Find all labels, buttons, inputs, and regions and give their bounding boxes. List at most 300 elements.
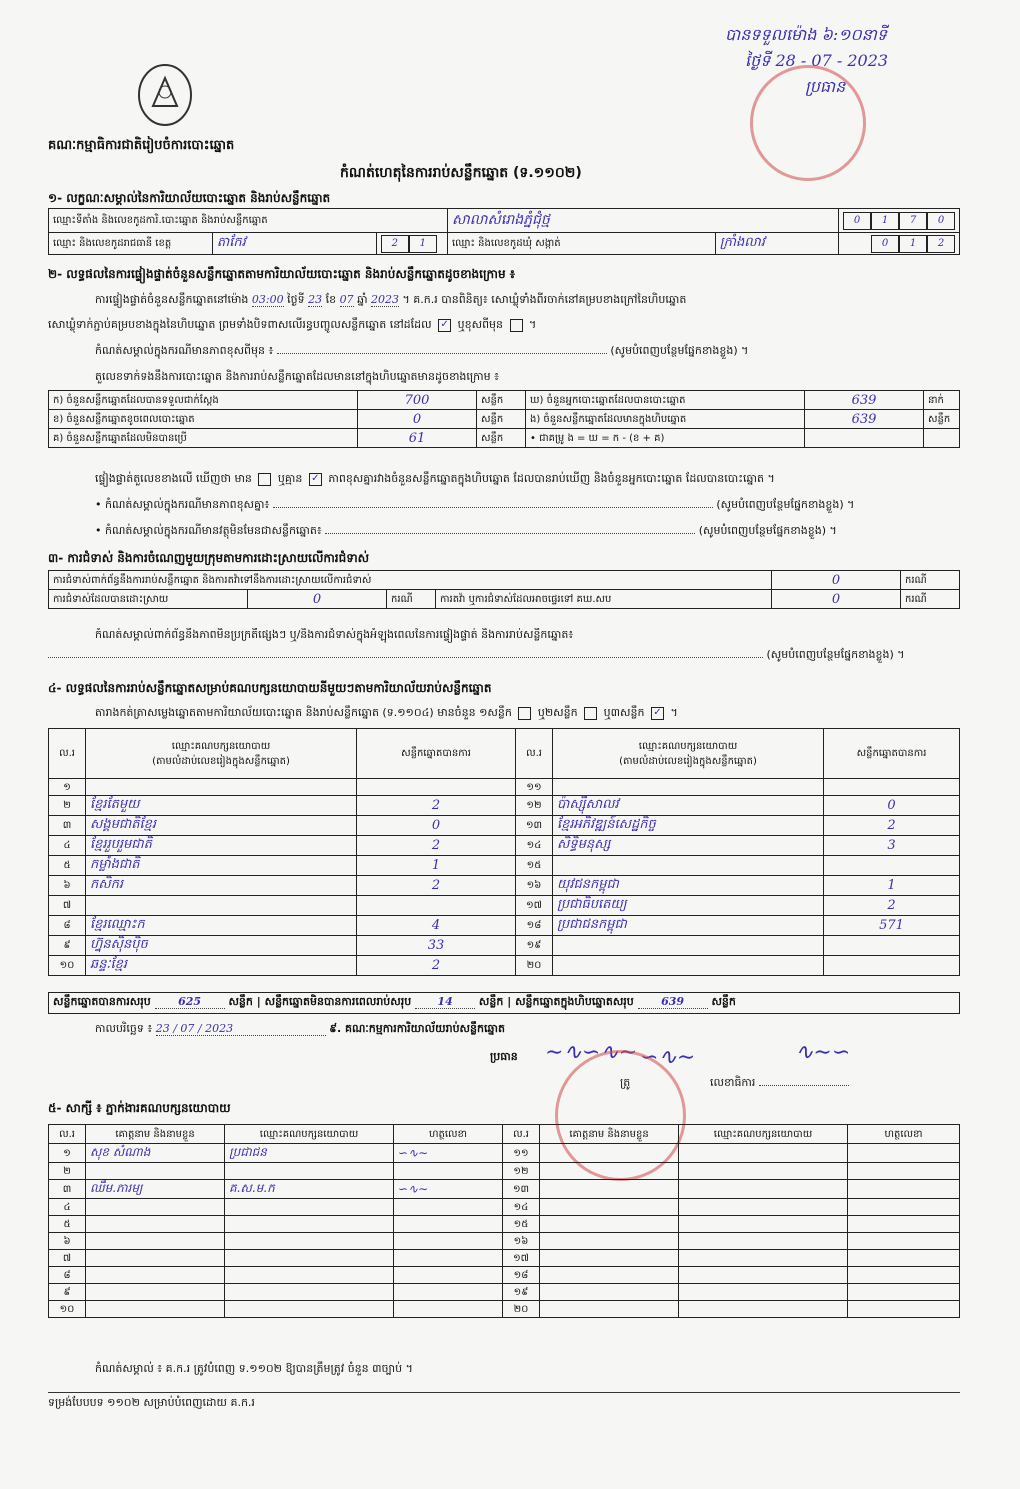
secretary-label: លេខាធិការ	[710, 1076, 756, 1089]
result-party: សិទ្ធិមនុស្ស	[553, 836, 824, 856]
total-invalid: 14	[415, 995, 475, 1009]
sheets-3-label: ឬ៣សន្លឹក	[603, 706, 645, 719]
total-box-unit: សន្លឹក	[711, 995, 736, 1008]
col-party-right: ឈ្មោះគណបក្សនយោបាយ (តាមលំដាប់លេខរៀងក្នុងសន្លឹកឆ្នោត)	[553, 729, 824, 779]
secretary-dots	[759, 1085, 849, 1086]
section3-heading: ៣- ការជំទាស់ និងការចំណេញមួយក្រុមតាមការដោះស្រាយលើការជំទាស់	[48, 551, 370, 565]
witness-signature: ∽∿∼	[394, 1144, 503, 1163]
sheets-line: តារាងកត់ត្រាសម្លេងឆ្នោតតាមការិយាល័យបោះឆ្នោត និងរាប់សន្លឹកឆ្នោត (ទ.១១០៤) មានចំនួន ១សន្លឹក ឬ២សន្លឹក ឬ៣សន្លឹក ✓ ។	[95, 706, 678, 719]
province-label: ឈ្មោះ និងលេខកូដរាជធានី ខេត្ត	[49, 233, 213, 255]
bullet1-label: • កំណត់សម្គាល់ក្នុងករណីមានភាពខុសគ្នា៖	[95, 498, 270, 511]
witness-name	[540, 1284, 679, 1301]
witness-row	[49, 1250, 960, 1267]
figure-unit: សន្លឹក	[477, 410, 526, 429]
result-no: ១៨	[516, 916, 553, 936]
changed-checkbox[interactable]	[510, 319, 523, 332]
figure-value: 61	[358, 429, 477, 448]
bullet-foreign	[95, 524, 965, 540]
result-no: ២០	[516, 956, 553, 976]
verify-time-label: ការផ្ទៀងផ្ទាត់ចំនួនសន្លឹកឆ្នោតនៅម៉ោង	[95, 293, 249, 306]
result-votes: 1	[824, 876, 960, 896]
witness-name	[86, 1199, 225, 1216]
irregularity-dots	[48, 657, 763, 658]
col-no: ល.រ	[49, 729, 86, 779]
result-votes: 4	[357, 916, 516, 936]
result-votes	[824, 779, 960, 796]
commune-code-digit: 1	[899, 235, 927, 253]
member-signature: ∽∿∼	[640, 1045, 696, 1070]
objections-table	[48, 570, 960, 609]
witness-name: សុខ សំណាង	[86, 1144, 225, 1163]
section1-table	[48, 208, 960, 255]
witness-name	[86, 1163, 225, 1180]
result-votes: 1	[357, 856, 516, 876]
station-code-digit: 7	[899, 212, 927, 230]
witness-party	[679, 1267, 848, 1284]
witness-name	[86, 1216, 225, 1233]
figure-row	[49, 391, 960, 410]
witness-party	[225, 1284, 394, 1301]
witness-signature	[394, 1267, 503, 1284]
irregularity-fill: (សូមបំពេញបន្ថែមផ្នែកខាងខ្លួង) ។	[766, 648, 905, 661]
result-row	[49, 936, 960, 956]
figure-row	[49, 410, 960, 429]
witness-party	[225, 1163, 394, 1180]
result-no: ១៥	[516, 856, 553, 876]
witness-no: ៤	[49, 1199, 86, 1216]
result-row	[49, 816, 960, 836]
unchanged-checkbox[interactable]: ✓	[438, 319, 451, 332]
witness-name	[86, 1267, 225, 1284]
date-value: 23 / 07 / 2023	[156, 1022, 326, 1036]
result-party	[553, 779, 824, 796]
witness-table	[48, 1124, 960, 1318]
witness-row	[49, 1233, 960, 1250]
verify-time: 03:00	[251, 293, 284, 306]
result-party: ប្រជាធិបតេយ្យ	[553, 896, 824, 916]
resolved-unit: ករណី	[387, 590, 436, 609]
sheets-3-checkbox[interactable]: ✓	[651, 707, 664, 720]
irregularity-line	[48, 648, 963, 664]
figure-label-2: ង) ចំនួនសន្លឹកឆ្នោតដែលមានក្នុងហិបឆ្នោត	[526, 410, 805, 429]
station-value: សាលាសំរោងភ្នំជុំថ្ម	[448, 209, 839, 233]
seal-text: សោឃ្លុំទាក់ភ្ជាប់គម្របខាងក្នុងនៃហិបឆ្នោត ព្រមទាំងបិទពាសលើរន្ធបញ្ចូលសន្លឹកឆ្នោត នៅដដែល	[48, 318, 432, 331]
check-text-c: ភាពខុសគ្នារវាងចំនួនសន្លឹកឆ្នោតក្នុងហិបឆ្នោត ដែលបានរាប់ឃើញ និងចំនួនអ្នកបោះឆ្នោត ដែលបានបោះឆ្នោត ។	[328, 472, 775, 485]
figure-row	[49, 429, 960, 448]
figure-label-2: • ជាគម្រូ ង = ឃ = ក - (ខ + គ)	[526, 429, 805, 448]
result-no: ៧	[49, 896, 86, 916]
province-code-digit: 1	[409, 235, 437, 253]
result-no: ៥	[49, 856, 86, 876]
witness-name	[540, 1267, 679, 1284]
witness-party: គ.ស.ម.ក	[225, 1180, 394, 1199]
province-code	[376, 233, 447, 255]
witness-party	[679, 1301, 848, 1318]
result-votes: 2	[357, 836, 516, 856]
commune-value: ក្រាំងលាវ	[715, 233, 838, 255]
verify-year-label: ឆ្នាំ	[357, 293, 368, 306]
result-party: សង្គមជាតិខ្មែរ	[86, 816, 357, 836]
result-no: ១៤	[516, 836, 553, 856]
station-code-digit: 1	[871, 212, 899, 230]
witness-signature	[394, 1301, 503, 1318]
bullet2-fill: (សូមបំពេញបន្ថែមផ្នែកខាងខ្លួង) ។	[698, 524, 837, 537]
check-text-b: ឬគ្មាន	[277, 472, 303, 485]
result-party: ប៉ាស្ស៊ីសាលវ	[553, 796, 824, 816]
section2-heading: ២- លទ្ធផលនៃការផ្ទៀងផ្ទាត់ចំនួនសន្លឹកឆ្នោតតាមការិយាល័យបោះឆ្នោត និងរាប់សន្លឹកឆ្នោតដូចខាងក្រោម ៖	[48, 267, 516, 281]
total-invalid-label: សន្លឹកឆ្នោតមិនបានការពេលរាប់សរុប	[264, 995, 412, 1008]
figure-unit: សន្លឹក	[477, 391, 526, 410]
witness-no: ៣	[49, 1180, 86, 1199]
result-no: ៦	[49, 876, 86, 896]
result-party: ឆន្ទៈខ្មែរ	[86, 956, 357, 976]
result-votes: 2	[357, 876, 516, 896]
resolved-label: ការជំទាស់ដែលបានដោះស្រាយ	[49, 590, 248, 609]
witness-row	[49, 1216, 960, 1233]
witness-row	[49, 1301, 960, 1318]
received-date: ថ្ងៃទី 28 - 07 - 2023	[745, 51, 889, 70]
w-col-name-right: គោត្តនាម និងនាមខ្លួន	[540, 1125, 679, 1144]
witness-party	[225, 1301, 394, 1318]
sheets-text: តារាងកត់ត្រាសម្លេងឆ្នោតតាមការិយាល័យបោះឆ្នោត និងរាប់សន្លឹកឆ្នោត (ទ.១១០៤) មានចំនួន ១សន្លឹក	[95, 706, 512, 719]
witness-name	[540, 1180, 679, 1199]
result-votes: 3	[824, 836, 960, 856]
objections-label: ការជំទាស់ពាក់ព័ន្ធនឹងការរាប់សន្លឹកឆ្នោត និងការតវ៉ាទៅនឹងការដោះស្រាយលើការជំទាស់	[49, 571, 772, 590]
w-col-sign: ហត្ថលេខា	[394, 1125, 503, 1144]
figure-value-2	[805, 429, 924, 448]
witness-party	[679, 1180, 848, 1199]
verify-month-label: ខែ	[325, 293, 337, 306]
verify-text: ។ គ.ក.រ បានពិនិត្យ៖ សោឃ្លុំទាំងពីរចាក់នៅគម្របខាងក្រៅនៃហិបឆ្នោត	[402, 293, 687, 306]
secretary-signature: ∿∼∽	[795, 1040, 851, 1065]
no-difference-checkbox[interactable]: ✓	[309, 473, 322, 486]
commune-code-digit: 0	[871, 235, 899, 253]
result-party: ខ្មែររួបរួមជាតិ	[86, 836, 357, 856]
witness-signature	[848, 1284, 960, 1301]
result-no: ១៩	[516, 936, 553, 956]
result-party	[86, 896, 357, 916]
received-by: ប្រធាន	[805, 77, 846, 96]
total-valid-unit: សន្លឹក	[228, 995, 253, 1008]
changed-label: ឬខុសពីមុន	[457, 318, 504, 331]
witness-party	[679, 1284, 848, 1301]
witness-no: ១៣	[503, 1180, 540, 1199]
transfer-value: 0	[772, 590, 901, 609]
witness-no: ១៧	[503, 1250, 540, 1267]
has-difference-checkbox[interactable]	[258, 473, 271, 486]
witness-name	[540, 1250, 679, 1267]
witness-no: ២	[49, 1163, 86, 1180]
footer-form-text: ទម្រង់បែបបទ ១១០២ សម្រាប់បំពេញដោយ គ.ក.រ	[48, 1396, 255, 1409]
witness-no: ១៨	[503, 1267, 540, 1284]
footer-divider	[48, 1392, 960, 1393]
col-no-right: ល.រ	[516, 729, 553, 779]
bullet2-label: • កំណត់សម្គាល់ក្នុងករណីមានវត្ថុមិនមែនជាសន្លឹកឆ្នោត៖	[95, 524, 322, 537]
sheets-1-checkbox[interactable]	[518, 707, 531, 720]
witness-signature	[848, 1301, 960, 1318]
result-party	[86, 779, 357, 796]
witness-signature	[848, 1267, 960, 1284]
objections-value: 0	[772, 571, 901, 590]
w-col-sign-right: ហត្ថលេខា	[848, 1125, 960, 1144]
totals-row: សន្លឹកឆ្នោតបានការសរុប 625 សន្លឹក | សន្លឹកឆ្នោតមិនបានការពេលរាប់សរុប 14 សន្លឹក | សន្លឹកឆ្នោតក្នុងហិបឆ្នោតសរុប 639 សន្លឹក	[48, 992, 960, 1014]
witness-signature	[848, 1250, 960, 1267]
witness-signature	[848, 1163, 960, 1180]
witness-no: ១៥	[503, 1216, 540, 1233]
witness-no: ៩	[49, 1284, 86, 1301]
w-col-party: ឈ្មោះគណបក្សនយោបាយ	[225, 1125, 394, 1144]
col-votes: សន្លឹកឆ្នោតបានការ	[357, 729, 516, 779]
page-title: កំណត់ហេតុនៃការរាប់សន្លឹកឆ្នោត (ទ.១១០២)	[340, 165, 582, 181]
result-party: ខ្មែរអភិវឌ្ឍន៍សេដ្ឋកិច្ច	[553, 816, 824, 836]
objections-unit: ករណី	[901, 571, 960, 590]
witness-no: ២០	[503, 1301, 540, 1318]
total-box-label: សន្លឹកឆ្នោតក្នុងហិបឆ្នោតសរុប	[515, 995, 634, 1008]
count-committee-label: ៩. គណៈកម្មការការិយាល័យរាប់សន្លឹកឆ្នោត	[329, 1022, 505, 1035]
result-no: ១២	[516, 796, 553, 816]
verify-day-label: ថ្ងៃទី	[287, 293, 305, 306]
results-table	[48, 728, 960, 976]
figure-value-2: 639	[805, 391, 924, 410]
result-no: ១១	[516, 779, 553, 796]
result-no: ១៦	[516, 876, 553, 896]
verify-year: 2023	[371, 293, 400, 306]
difference-note-line	[277, 353, 607, 354]
secretary-line	[710, 1076, 849, 1092]
witness-no: ១	[49, 1144, 86, 1163]
witness-row	[49, 1180, 960, 1199]
result-no: ៣	[49, 816, 86, 836]
nec-emblem-icon	[135, 62, 195, 128]
witness-no: ១២	[503, 1163, 540, 1180]
station-code	[839, 209, 960, 233]
figure-label: ក) ចំនួនសន្លឹកឆ្នោតដែលបានទទួលជាក់ស្តែង	[49, 391, 358, 410]
figure-label: គ) ចំនួនសន្លឹកឆ្នោតដែលមិនបានប្រើ	[49, 429, 358, 448]
witness-name	[540, 1144, 679, 1163]
witness-name	[540, 1199, 679, 1216]
province-code-digit: 2	[381, 235, 409, 253]
bullet1-line	[273, 507, 713, 508]
result-row	[49, 916, 960, 936]
resolved-value: 0	[248, 590, 387, 609]
witness-no: ១១	[503, 1144, 540, 1163]
figure-value-2: 639	[805, 410, 924, 429]
w-col-name: គោត្តនាម និងនាមខ្លួន	[86, 1125, 225, 1144]
figure-unit-2: សន្លឹក	[924, 410, 960, 429]
witness-party	[679, 1250, 848, 1267]
result-no: ៤	[49, 836, 86, 856]
result-party: កម្លាំងជាតិ	[86, 856, 357, 876]
witness-signature	[848, 1180, 960, 1199]
witness-name	[540, 1216, 679, 1233]
transfer-label: ការតវ៉ា ឬការជំទាស់ដែលអាចផ្ទេរទៅ គឃ.សប	[436, 590, 772, 609]
result-party: ខ្មែរតែមួយ	[86, 796, 357, 816]
result-party: ខ្មែរឈ្មោះក	[86, 916, 357, 936]
difference-check	[95, 472, 775, 488]
result-row	[49, 779, 960, 796]
witness-party	[225, 1216, 394, 1233]
province-value: តាកែវ	[212, 233, 376, 255]
figure-value: 700	[358, 391, 477, 410]
result-votes	[824, 936, 960, 956]
witness-party	[225, 1250, 394, 1267]
result-votes	[824, 956, 960, 976]
w-col-no: ល.រ	[49, 1125, 86, 1144]
witness-signature	[394, 1233, 503, 1250]
result-row	[49, 876, 960, 896]
check-text-a: ផ្ទៀងផ្ទាត់តួលេខខាងលើ ឃើញថា មាន	[95, 472, 252, 485]
sheets-2-label: ឬ២សន្លឹក	[537, 706, 578, 719]
witness-signature	[394, 1199, 503, 1216]
station-code-digit: 0	[927, 212, 955, 230]
verify-month: 07	[339, 293, 354, 306]
witness-name	[540, 1163, 679, 1180]
result-no: ១	[49, 779, 86, 796]
total-box: 639	[638, 995, 708, 1009]
witness-party	[679, 1163, 848, 1180]
section5-heading: ៥- សាក្សី ៖ ភ្នាក់ងារគណបក្សនយោបាយ	[48, 1101, 231, 1115]
commune-code-digit: 2	[927, 235, 955, 253]
result-no: ១៧	[516, 896, 553, 916]
result-votes	[357, 896, 516, 916]
result-votes: 0	[357, 816, 516, 836]
witness-no: ៨	[49, 1267, 86, 1284]
chair-signature: ∼∿∽∿∼	[545, 1040, 638, 1065]
member-label: ត្រូ	[620, 1076, 631, 1089]
witness-party	[679, 1216, 848, 1233]
witness-party	[225, 1199, 394, 1216]
section2-para1	[95, 293, 965, 309]
result-votes: 2	[357, 956, 516, 976]
figure-unit-2: នាក់	[924, 391, 960, 410]
w-col-party-right: ឈ្មោះគណបក្សនយោបាយ	[679, 1125, 848, 1144]
commune-code	[839, 233, 960, 255]
witness-signature	[848, 1199, 960, 1216]
witness-row	[49, 1144, 960, 1163]
witness-no: ១៤	[503, 1199, 540, 1216]
result-row	[49, 856, 960, 876]
witness-signature	[848, 1233, 960, 1250]
result-row	[49, 896, 960, 916]
result-votes: 2	[824, 816, 960, 836]
irregularity-note: កំណត់សម្គាល់ពាក់ព័ន្ធនឹងភាពមិនប្រក្រតីផ្សេងៗ ឬ/និងការជំទាស់ក្នុងអំឡុងពេលនៃការផ្ទៀងផ្ទាត់ និងការរាប់សន្លឹកឆ្នោត៖	[95, 628, 574, 641]
result-row	[49, 796, 960, 816]
witness-party: ប្រជាជន	[225, 1144, 394, 1163]
result-votes: 2	[824, 896, 960, 916]
witness-signature	[394, 1216, 503, 1233]
w-col-no-right: ល.រ	[503, 1125, 540, 1144]
sheets-2-checkbox[interactable]	[584, 707, 597, 720]
section1-heading: ១- លក្ខណៈសម្គាល់នៃការិយាល័យបោះឆ្នោត និងរាប់សន្លឹកឆ្នោត	[48, 191, 331, 205]
witness-party	[225, 1267, 394, 1284]
witness-name	[86, 1301, 225, 1318]
verify-day: 23	[308, 293, 323, 306]
result-party: កសិករ	[86, 876, 357, 896]
witness-no: ១៦	[503, 1233, 540, 1250]
witness-row	[49, 1267, 960, 1284]
date-line	[95, 1022, 505, 1038]
section4-heading: ៤- លទ្ធផលនៃការរាប់សន្លឹកឆ្នោតសម្រាប់គណបក្សនយោបាយនីមួយៗតាមការិយាល័យរាប់សន្លឹកឆ្នោត	[48, 681, 492, 695]
date-label: កាលបរិច្ឆេទ ៖	[95, 1022, 153, 1035]
bullet1-fill: (សូមបំពេញបន្ថែមផ្នែកខាងខ្លួង) ។	[716, 498, 855, 511]
witness-signature: ∽∿∼	[394, 1180, 503, 1199]
result-votes	[824, 856, 960, 876]
witness-no: ៧	[49, 1250, 86, 1267]
witness-no: ១៩	[503, 1284, 540, 1301]
transfer-unit: ករណី	[901, 590, 960, 609]
figure-unit: សន្លឹក	[477, 429, 526, 448]
station-label: ឈ្មោះទីតាំង និងលេខកូដការិ.បោះឆ្នោត និងរាប់សន្លឹកឆ្នោត	[49, 209, 448, 233]
figure-value: 0	[358, 410, 477, 429]
witness-row	[49, 1163, 960, 1180]
result-no: ១០	[49, 956, 86, 976]
witness-name	[86, 1233, 225, 1250]
total-valid: 625	[155, 995, 225, 1009]
witness-name	[540, 1233, 679, 1250]
result-no: ៩	[49, 936, 86, 956]
bullet-difference	[95, 498, 965, 514]
result-party: ប្រជាជនកម្ពុជា	[553, 916, 824, 936]
difference-note	[95, 344, 965, 360]
difference-note-label: កំណត់សម្គាល់ក្នុងករណីមានភាពខុសពីមុន ៖	[95, 344, 274, 357]
difference-fill-note: (សូមបំពេញបន្ថែមផ្នែកខាងខ្លួង) ។	[610, 344, 749, 357]
result-votes: 0	[824, 796, 960, 816]
result-votes: 2	[357, 796, 516, 816]
committee-name: គណៈកម្មាធិការជាតិរៀបចំការបោះឆ្នោត	[48, 138, 235, 153]
result-row	[49, 836, 960, 856]
witness-row	[49, 1284, 960, 1301]
witness-no: ៥	[49, 1216, 86, 1233]
witness-signature	[394, 1163, 503, 1180]
col-votes-right: សន្លឹកឆ្នោតបានការ	[824, 729, 960, 779]
witness-signature	[848, 1216, 960, 1233]
witness-party	[225, 1233, 394, 1250]
result-row	[49, 956, 960, 976]
result-no: ១៣	[516, 816, 553, 836]
witness-signature	[394, 1284, 503, 1301]
witness-name	[86, 1284, 225, 1301]
witness-name	[540, 1301, 679, 1318]
result-votes	[357, 779, 516, 796]
col-party: ឈ្មោះគណបក្សនយោបាយ (តាមលំដាប់លេខរៀងក្នុងសន្លឹកឆ្នោត)	[86, 729, 357, 779]
section2-para2: សោឃ្លុំទាក់ភ្ជាប់គម្របខាងក្នុងនៃហិបឆ្នោត ព្រមទាំងបិទពាសលើរន្ធបញ្ចូលសន្លឹកឆ្នោត នៅដដែល ✓ ឬខុសពីមុន ។	[48, 318, 537, 331]
result-party	[553, 936, 824, 956]
figures-table	[48, 390, 960, 448]
witness-row	[49, 1199, 960, 1216]
witness-name	[86, 1250, 225, 1267]
official-stamp-top	[750, 65, 866, 181]
witness-no: ១០	[49, 1301, 86, 1318]
witness-signature	[848, 1144, 960, 1163]
total-valid-label: សន្លឹកឆ្នោតបានការសរុប	[53, 995, 151, 1008]
result-votes: 33	[357, 936, 516, 956]
commune-label: ឈ្មោះ និងលេខកូដឃុំ សង្កាត់	[448, 233, 716, 255]
bullet2-line	[325, 533, 695, 534]
witness-party	[679, 1144, 848, 1163]
chair-label: ប្រធាន	[490, 1050, 518, 1063]
figure-label-2: ឃ) ចំនួនអ្នកបោះឆ្នោតដែលបានបោះឆ្នោត	[526, 391, 805, 410]
result-no: ៨	[49, 916, 86, 936]
result-party	[553, 856, 824, 876]
footer-note: កំណត់សម្គាល់ ៖ គ.ក.រ ត្រូវបំពេញ ទ.១១០២ ឱ្យបានត្រឹមត្រូវ ចំនួន ៣ច្បាប់ ។	[95, 1362, 413, 1375]
witness-name: ឈឹម.ភារម្យ	[86, 1180, 225, 1199]
figure-unit-2	[924, 429, 960, 448]
received-time: បាន​ទទួល​ម៉ោង ៦:១០នាទី	[725, 25, 888, 44]
result-party	[553, 956, 824, 976]
witness-party	[679, 1199, 848, 1216]
station-code-digit: 0	[843, 212, 871, 230]
witness-no: ៦	[49, 1233, 86, 1250]
